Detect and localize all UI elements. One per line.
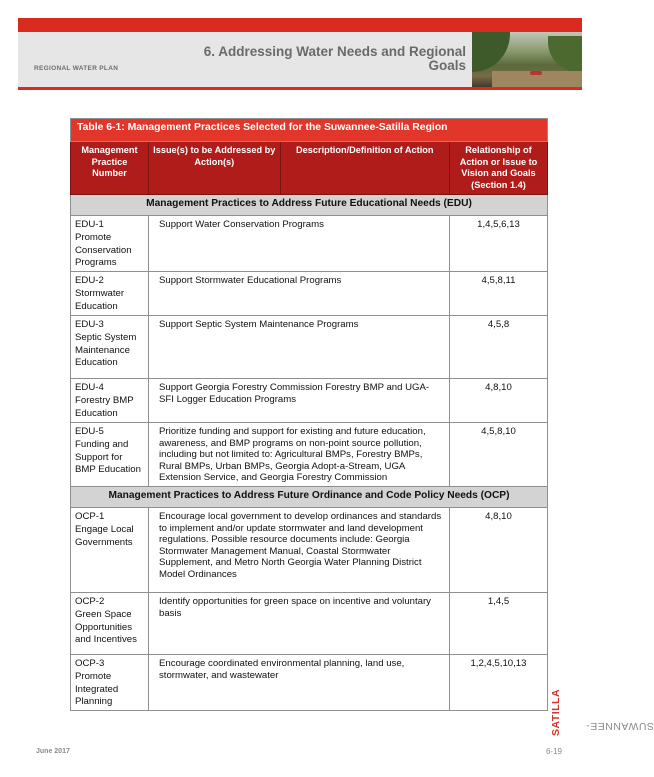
practice-name: Green Space Opportunities and Incentives bbox=[75, 609, 137, 645]
side-brand-label bbox=[546, 632, 654, 742]
practice-code: OCP-3 bbox=[75, 657, 105, 669]
practice-name: Forestry BMP Education bbox=[75, 395, 134, 419]
table-row bbox=[71, 216, 548, 272]
section-heading: Management Practices to Address Future Educational Needs (EDU) bbox=[71, 195, 548, 216]
practice-relationship: 4,5,8 bbox=[449, 316, 547, 379]
practice-relationship: 1,4,5 bbox=[449, 592, 547, 654]
practice-name: Septic System Maintenance Education bbox=[75, 332, 137, 368]
practice-code: EDU-4 bbox=[75, 382, 104, 394]
practice-code: EDU-1 bbox=[75, 219, 104, 230]
river-photo bbox=[472, 32, 582, 87]
practice-code: EDU-2 bbox=[75, 275, 104, 287]
table-caption: Table 6-1: Management Practices Selected for the Suwannee-Satilla Region bbox=[71, 119, 548, 142]
table-row bbox=[71, 654, 548, 710]
footer-date: June 2017 bbox=[36, 748, 70, 755]
practice-code: OCP-1 bbox=[75, 510, 105, 522]
practice-description: Encourage coordinated environmental planning, land use, stormwater, and wastewater bbox=[148, 654, 449, 710]
section-heading: Management Practices to Address Future Ordinance and Code Policy Needs (OCP) bbox=[71, 486, 548, 507]
table-row bbox=[71, 422, 548, 486]
chapter-title: 6. Addressing Water Needs and Regional Goals bbox=[203, 44, 466, 73]
practice-code: EDU-3 bbox=[75, 319, 104, 331]
practice-name: Promote Integrated Planning bbox=[75, 671, 119, 707]
column-header: Description/Definition of Action bbox=[280, 142, 449, 195]
practice-description: Support Georgia Forestry Commission Forestry BMP and UGA-SFI Logger Education Programs bbox=[148, 379, 449, 423]
practice-description: Identify opportunities for green space on incentive and voluntary basis bbox=[148, 592, 449, 654]
plan-label: REGIONAL WATER PLAN bbox=[34, 65, 119, 72]
practice-description: Support Water Conservation Programs bbox=[148, 216, 449, 272]
practice-name: Funding and Support for BMP Education bbox=[75, 439, 141, 475]
column-header: Relationship of Action or Issue to Vision and Goals (Section 1.4) bbox=[449, 142, 547, 195]
practice-relationship: 1,2,4,5,10,13 bbox=[449, 654, 547, 710]
page-number: 6-19 bbox=[545, 747, 562, 756]
practice-name: Stormwater Education bbox=[75, 288, 125, 312]
practice-relationship: 4,8,10 bbox=[449, 507, 547, 592]
practice-relationship: 4,5,8,10 bbox=[449, 422, 547, 486]
header-rule bbox=[18, 87, 582, 90]
brand-part-1: SUWANNEE- bbox=[585, 720, 654, 732]
brand-part-2: SATILLA bbox=[550, 688, 562, 736]
practice-code: OCP-2 bbox=[75, 595, 105, 607]
management-practices-table bbox=[70, 118, 548, 711]
table-header-row bbox=[71, 142, 548, 195]
page-header bbox=[18, 32, 582, 87]
header-red-bar bbox=[18, 18, 582, 32]
practice-relationship: 4,5,8,11 bbox=[449, 272, 547, 316]
table-row bbox=[71, 507, 548, 592]
table-row bbox=[71, 316, 548, 379]
practice-description: Prioritize funding and support for existing and future education, awareness, and BMP programs on non-point source pollution, including but not limited to: Agricultural BMPs, Forestry BMPs, Rural BMPs, Urban BMPs, Georgia Adopt-a-Stream, UGA Extension Service, and Georgia Forestry Commission bbox=[148, 422, 449, 486]
practice-code: EDU-5 bbox=[75, 425, 104, 437]
table-row bbox=[71, 272, 548, 316]
practice-name: Promote Conservation Programs bbox=[75, 232, 132, 268]
table-row bbox=[71, 592, 548, 654]
table-row bbox=[71, 379, 548, 423]
practice-relationship: 4,8,10 bbox=[449, 379, 547, 423]
practice-description: Encourage local government to develop ordinances and standards to implement and/or update stormwater and land development regulations. Possible resource documents include: Georgia Stormwater Management Manual, Coastal Stormwater Supplement, and Metro North Georgia Water Planning District Model Ordinances bbox=[148, 507, 449, 592]
practice-description: Support Stormwater Educational Programs bbox=[148, 272, 449, 316]
practice-relationship: 1,4,5,6,13 bbox=[449, 216, 547, 272]
column-header: Issue(s) to be Addressed by Action(s) bbox=[148, 142, 280, 195]
practice-description: Support Septic System Maintenance Programs bbox=[148, 316, 449, 379]
column-header: Management Practice Number bbox=[71, 142, 149, 195]
practice-name: Engage Local Governments bbox=[75, 524, 134, 548]
